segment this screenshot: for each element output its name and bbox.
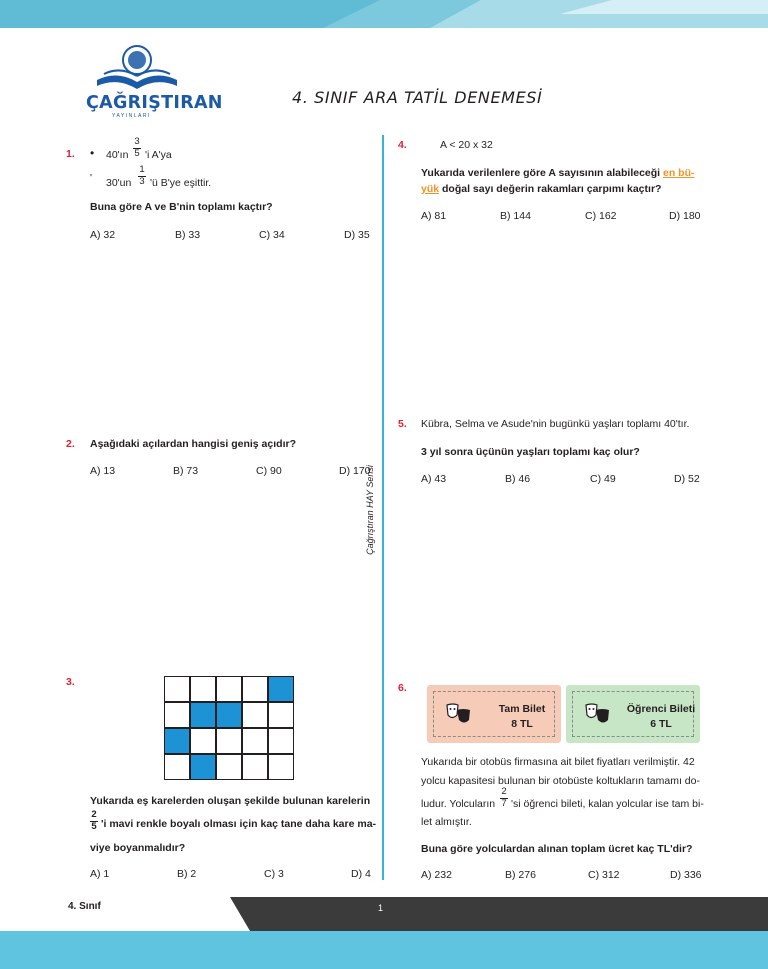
grid-cell xyxy=(190,728,216,754)
grid-cell xyxy=(164,702,190,728)
publisher-subtitle: YAYINLARI xyxy=(112,113,151,119)
ticket1-title: Tam Bilet xyxy=(498,703,546,715)
ticket2-price: 6 TL xyxy=(650,718,672,730)
footer-label-area xyxy=(0,897,250,931)
q1-frac2-den: 3 xyxy=(139,176,145,187)
q4-option-d[interactable]: D) 180 xyxy=(669,210,701,222)
grid-cell-blue xyxy=(216,702,242,728)
grid-cell xyxy=(268,728,294,754)
q4-line1 xyxy=(421,167,695,179)
q2-question: Aşağıdaki açılardan hangisi geniş açıdır? xyxy=(90,438,296,450)
q3-option-d[interactable]: D) 4 xyxy=(351,868,371,880)
q4-highlight-1: en bü- xyxy=(663,167,695,179)
grid-cell xyxy=(164,754,190,780)
grid-cell xyxy=(242,702,268,728)
grid-cell xyxy=(216,676,242,702)
q1-option-a[interactable]: A) 32 xyxy=(90,229,116,241)
series-label: Çağrıştıran HAY Serisi xyxy=(365,461,375,559)
page-title: 4. SINIF ARA TATİL DENEMESİ xyxy=(292,88,543,107)
q1-fraction-2 xyxy=(138,165,146,187)
full-ticket xyxy=(427,685,561,743)
page-number: 1 xyxy=(378,903,384,913)
q3-line3: viye boyanmalıdır? xyxy=(90,842,186,854)
grid-cell xyxy=(216,728,242,754)
q1-frac1-num: 3 xyxy=(134,136,140,147)
column-divider xyxy=(382,135,384,880)
q5-option-a[interactable]: A) 43 xyxy=(421,473,447,485)
q3-line1: Yukarıda eş karelerden oluşan şekilde bulunan karelerin xyxy=(90,795,371,807)
q1-frac2-num: 1 xyxy=(139,164,145,175)
grid-cell xyxy=(268,702,294,728)
q4-line2 xyxy=(421,183,661,195)
top-banner xyxy=(0,0,768,28)
ticket1-price: 8 TL xyxy=(511,718,533,730)
q2-option-c[interactable]: C) 90 xyxy=(256,465,282,477)
q4-option-b[interactable]: B) 144 xyxy=(500,210,531,222)
q1-question: Buna göre A ve B'nin toplamı kaçtır? xyxy=(90,201,273,213)
q6-option-a[interactable]: A) 232 xyxy=(421,869,452,881)
q2-option-b[interactable]: B) 73 xyxy=(173,465,199,477)
theater-masks-icon xyxy=(584,702,612,726)
q3-frac-num: 2 xyxy=(91,809,97,820)
q2-option-d[interactable]: D) 170 xyxy=(339,465,371,477)
q3-option-a[interactable]: A) 1 xyxy=(90,868,110,880)
footer-band xyxy=(0,931,768,969)
q1-line1-b: 'i A'ya xyxy=(145,149,172,161)
q1-option-d[interactable]: D) 35 xyxy=(344,229,370,241)
q6-line1: Yukarıda bir otobüs firmasına ait bilet fiyatları verilmiştir. 42 xyxy=(421,756,695,768)
question-4-number: 4. xyxy=(398,139,407,151)
q6-fraction xyxy=(500,787,508,809)
q6-line2: yolcu kapasitesi bulunan bir otobüste koltukların tamamı do- xyxy=(421,775,700,787)
q3-fraction xyxy=(90,810,98,832)
q3-frac-den: 5 xyxy=(91,821,97,832)
q6-option-d[interactable]: D) 336 xyxy=(670,869,702,881)
footer-grade-label: 4. Sınıf xyxy=(68,901,101,912)
grid-cell-blue xyxy=(190,754,216,780)
q2-option-a[interactable]: A) 13 xyxy=(90,465,116,477)
question-1-number: 1. xyxy=(66,148,75,160)
question-3-number: 3. xyxy=(66,676,75,688)
grid-cell xyxy=(242,728,268,754)
q4-option-a[interactable]: A) 81 xyxy=(421,210,447,222)
q1-option-c[interactable]: C) 34 xyxy=(259,229,285,241)
question-6-number: 6. xyxy=(398,682,407,694)
q6-frac-num: 2 xyxy=(501,786,507,797)
q5-line1: Kübra, Selma ve Asude'nin bugünkü yaşları toplamı 40'tır. xyxy=(421,418,690,430)
student-ticket xyxy=(566,685,700,743)
q5-option-d[interactable]: D) 52 xyxy=(674,473,700,485)
q3-line2: 'i mavi renkle boyalı olması için kaç tane daha kare ma- xyxy=(101,818,377,830)
grid-cell xyxy=(268,754,294,780)
bullet-icon: • xyxy=(90,146,95,160)
q5-option-c[interactable]: C) 49 xyxy=(590,473,616,485)
grid-cell xyxy=(242,676,268,702)
q6-line3-a: ludur. Yolcuların xyxy=(421,798,496,810)
publisher-name: ÇAĞRIŞTIRAN xyxy=(86,93,223,113)
q5-option-b[interactable]: B) 46 xyxy=(505,473,531,485)
grid-cell-blue xyxy=(164,728,190,754)
grid-cell-blue xyxy=(190,702,216,728)
q1-frac1-den: 5 xyxy=(134,148,140,159)
grid-cell xyxy=(164,676,190,702)
q1-line2-a: 30'un xyxy=(106,177,132,189)
q6-frac-den: 7 xyxy=(501,798,507,809)
grid-cell xyxy=(242,754,268,780)
q5-question: 3 yıl sonra üçünün yaşları toplamı kaç olur? xyxy=(421,446,640,458)
question-5-number: 5. xyxy=(398,418,407,430)
q6-option-b[interactable]: B) 276 xyxy=(505,869,536,881)
q6-option-c[interactable]: C) 312 xyxy=(588,869,620,881)
question-2-number: 2. xyxy=(66,438,75,450)
q4-line1-text: Yukarıda verilenlere göre A sayısının alabileceği xyxy=(421,167,664,179)
q1-line1-a: 40'ın xyxy=(106,149,129,161)
q1-line2-b: 'ü B'ye eşittir. xyxy=(150,177,212,189)
q6-line4: let almıştır. xyxy=(421,816,472,828)
grid-cell-blue xyxy=(268,676,294,702)
q1-option-b[interactable]: B) 33 xyxy=(175,229,201,241)
q6-question: Buna göre yolculardan alınan toplam ücret kaç TL'dir? xyxy=(421,843,693,855)
q4-option-c[interactable]: C) 162 xyxy=(585,210,617,222)
grid-cell xyxy=(216,754,242,780)
ticket2-title: Öğrenci Bileti xyxy=(626,703,696,715)
q4-line2-text: doğal sayı değerin rakamları çarpımı kaçtır? xyxy=(439,183,662,195)
q1-fraction-1 xyxy=(133,137,141,159)
q4-highlight-2: yük xyxy=(421,183,440,195)
q3-option-b[interactable]: B) 2 xyxy=(177,868,197,880)
grid-cell xyxy=(190,676,216,702)
tick-mark: ' xyxy=(90,172,93,184)
q6-line3-b: 'si öğrenci bileti, kalan yolcular ise tam bi- xyxy=(511,798,704,810)
theater-masks-icon xyxy=(445,702,473,726)
q4-expression: A < 20 x 32 xyxy=(440,139,493,151)
q3-option-c[interactable]: C) 3 xyxy=(264,868,284,880)
